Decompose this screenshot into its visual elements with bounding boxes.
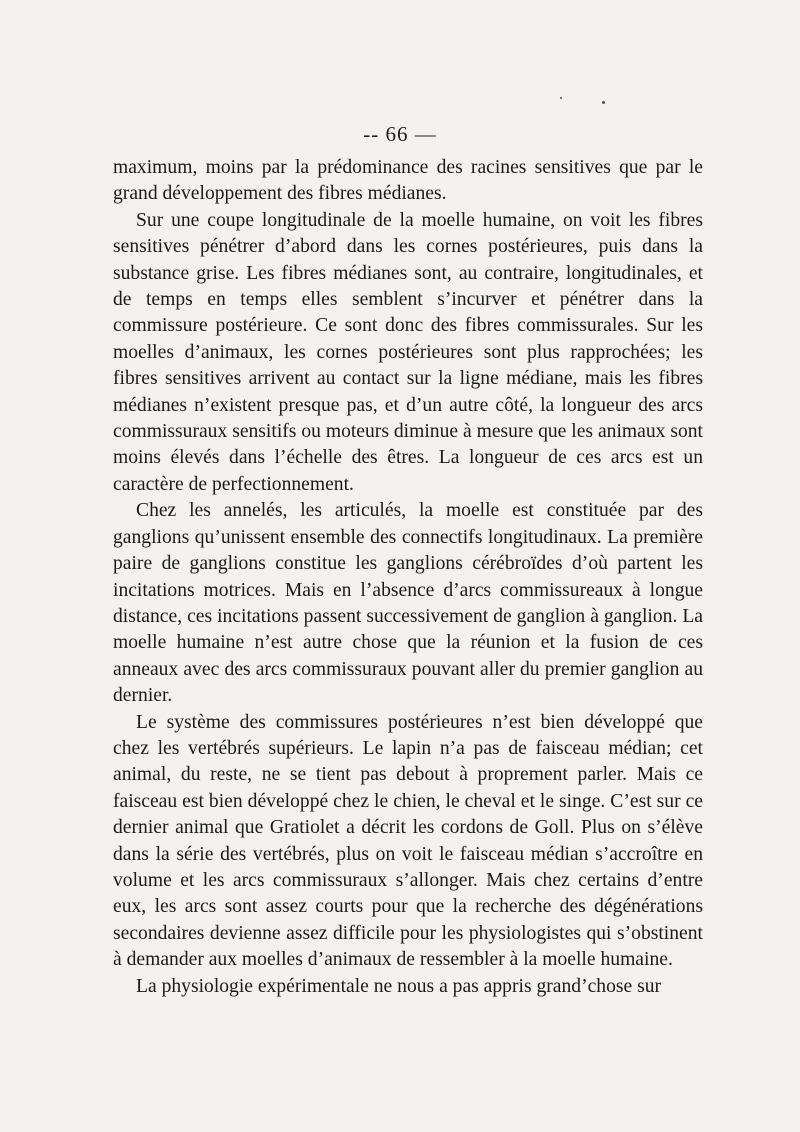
page-number: -- 66 — bbox=[363, 122, 437, 146]
paragraph-5: La physiologie expérimentale ne nous a pas appris grand’chose sur bbox=[136, 975, 662, 997]
paragraph-3: Chez les annelés, les articulés, la moelle est constituée par des ganglions qu’unissent ensemble des connectifs longitudinaux. La première paire de ganglions constitue les ganglions cérébroïdes d’où partent les incitations motrices. Mais en l’absence d’arcs commissureaux à longue distance, ces incitations passent successivement de ganglion à ganglion. La moelle humaine n’est autre chose que la réunion et la fusion de ces anneaux avec des arcs commissuraux pouvant aller du premier ganglion au dernier. bbox=[113, 500, 703, 707]
paragraph-1: maximum, moins par la prédominance des racines sensitives que par le grand développement des fibres médianes. bbox=[113, 157, 703, 205]
paragraph-2: Sur une coupe longitudinale de la moelle humaine, on voit les fibres sensitives pénétrer d’abord dans les cornes postérieures, puis dans la substance grise. Les fibres médianes sont, au contraire, longitudinales, et de temps en temps elles semblent s’incurver et pénétrer dans la commissure postérieure. Ce sont donc des fibres commissurales. Sur les moelles d’animaux, les cornes postérieures sont plus rapprochées; les fibres sensitives arrivent au contact sur la ligne médiane, mais les fibres médianes n’existent presque pas, et d’un autre côté, la longueur des arcs commissuraux sensitifs ou moteurs diminue à mesure que les animaux sont moins élevés dans l’échelle des êtres. La longueur de ces arcs est un caractère de perfectionnement. bbox=[113, 209, 703, 495]
paragraph-4: Le système des commissures postérieures n’est bien développé que chez les vertébrés supérieurs. Le lapin n’a pas de faisceau médian; cet animal, du reste, ne se tient pas debout à proprement parler. Mais ce faisceau est bien développé chez le chien, le cheval et le singe. C’est sur ce dernier animal que Gratiolet a décrit les cordons de Goll. Plus on s’élève dans la série des vertébrés, plus on voit le faisceau médian s’accroître en volume et les arcs commissuraux s’allonger. Mais chez certains d’entre eux, les arcs sont assez courts pour que la recherche des dégénérations secondaires devienne assez difficile pour les physiologistes qui s’obstinent à demander aux moelles d’animaux de ressembler à la moelle humaine. bbox=[113, 711, 703, 971]
ink-speck bbox=[560, 97, 562, 99]
body-text bbox=[113, 155, 703, 1000]
ink-speck bbox=[602, 101, 605, 104]
